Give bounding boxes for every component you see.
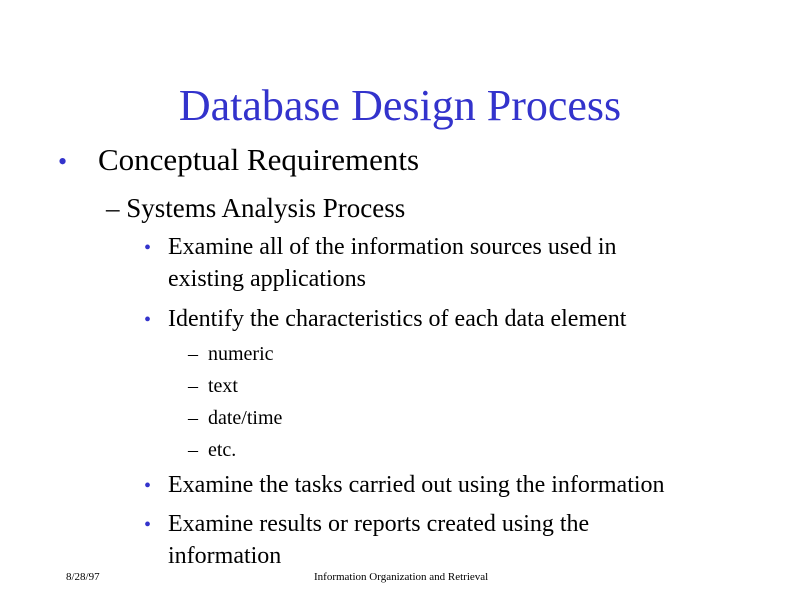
level4-text: numeric [208, 343, 274, 365]
dash-icon: – [188, 407, 198, 429]
subbullet-text: Systems Analysis Process [126, 193, 406, 223]
level3-text: Identify the characteristics of each data element [168, 306, 627, 332]
bullet-icon: • [58, 147, 68, 176]
level3-text: Examine the tasks carried out using the information [168, 472, 665, 498]
bullet-icon: • [144, 237, 152, 259]
dash-icon: – [188, 375, 198, 397]
bullet-text: Conceptual Requirements [98, 142, 420, 177]
level3-item-continuation: existing applications [168, 266, 366, 292]
level3-item-examine-results [144, 509, 589, 541]
level4-item-numeric [188, 341, 274, 367]
dash-icon: – [188, 343, 198, 365]
level4-text: text [208, 375, 238, 397]
level4-item-text [188, 373, 238, 399]
level3-item-examine-sources [144, 232, 617, 264]
level3-text: Examine all of the information sources used in [168, 234, 617, 260]
subbullet-systems-analysis [106, 191, 405, 225]
dash-icon: – [106, 193, 120, 223]
footer-date: 8/28/97 [66, 571, 100, 583]
level3-text: Examine results or reports created using the [168, 511, 590, 537]
level3-item-identify-characteristics [144, 304, 626, 336]
bullet-icon: • [144, 514, 152, 536]
level4-item-etc [188, 437, 236, 463]
level4-item-datetime [188, 405, 282, 431]
footer-course-title: Information Organization and Retrieval [314, 571, 489, 583]
level4-text: etc. [208, 439, 237, 461]
bullet-icon: • [144, 309, 152, 331]
slide-title: Database Design Process [178, 81, 622, 130]
level3-item-examine-tasks [144, 470, 665, 502]
bullet-icon: • [144, 475, 152, 497]
level3-item-continuation: information [168, 543, 282, 569]
dash-icon: – [188, 439, 198, 461]
level4-text: date/time [208, 407, 283, 429]
bullet-conceptual-requirements [58, 140, 419, 182]
